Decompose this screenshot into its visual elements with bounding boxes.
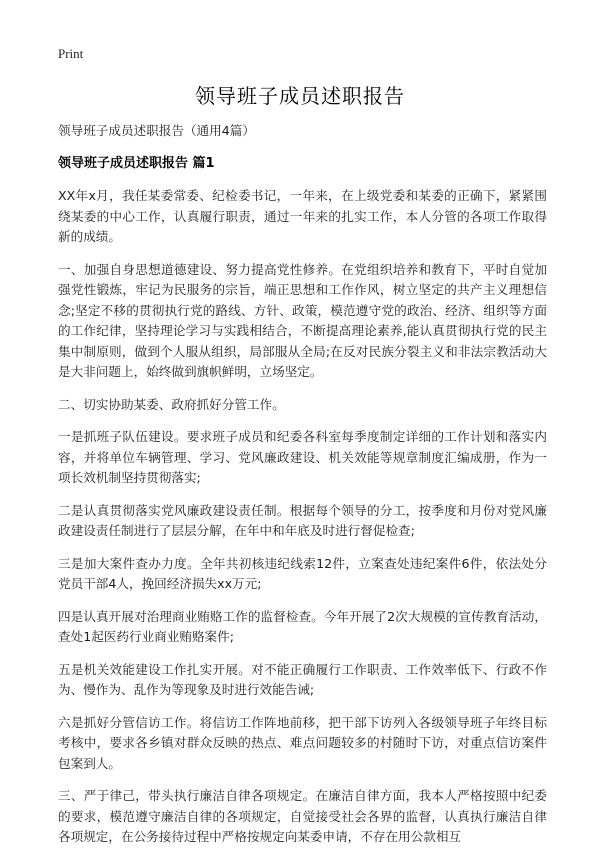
paragraph-intro: XX年x月，我任某委常委、纪检委书记，一年来，在上级党委和某委的正确下，紧紧围绕某委的中心工作，认真履行职责，通过一年来的扎实工作，本人分管的各项工作取得新的成绩。 — [58, 188, 547, 244]
section-heading: 领导班子成员述职报告 篇1 — [58, 155, 215, 171]
document-subtitle: 领导班子成员述职报告（通用4篇） — [58, 123, 255, 138]
page-title: 领导班子成员述职报告 — [195, 84, 405, 108]
paragraph-self-discipline: 三、严于律己，带头执行廉洁自律各项规定。在廉洁自律方面，我本人严格按照中纪委的要求，模范遵守廉洁自律的各项规定，自觉接受社会各界的监督，认真执行廉洁自律各项规定，在公务接待过程中严格按规定向某委申请，不存在用公款相互 — [58, 788, 547, 844]
paragraph-ideology: 一、加强自身思想道德建设、努力提高党性修养。在党组织培养和教育下，平时自觉加强党性锻炼，牢记为民服务的宗旨，端正思想和工作作风，树立坚定的共产主义理想信念;坚定不移的贯彻执行党的路线、方针、政策，模范遵守党的政治、经济、组织等方面的工作纪律，坚持理论学习与实践相结合，不断提高理论素养,能认真贯彻执行党的民主集中制原则，做到个人服从组织，局部服从全局;在反对民族分裂主义和非法宗教活动大是大非问题上，始终做到旗帜鲜明，立场坚定。 — [58, 261, 547, 379]
paragraph-bribery-inspection: 四是认真开展对治理商业贿赂工作的监督检查。今年开展了2次大规模的宣传教育活动，查处1起医药行业商业贿赂案件; — [58, 608, 547, 644]
paragraph-case-handling: 三是加大案件查办力度。全年共初核违纪线索12件，立案查处违纪案件6件，依法处分党员干部4人，挽回经济损失xx万元; — [58, 555, 547, 591]
paragraph-team-building: 一是抓班子队伍建设。要求班子成员和纪委各科室每季度制定详细的工作计划和落实内容，并将单位车辆管理、学习、党风廉政建设、机关效能等规章制度汇编成册，作为一项长效机制坚持贯彻落实; — [58, 429, 547, 485]
document-body — [58, 121, 547, 860]
paragraph-responsibility: 二是认真贯彻落实党风廉政建设责任制。根据每个领导的分工，按季度和月份对党风廉政建设责任制进行了层层分解，在年中和年底及时进行督促检查; — [58, 502, 547, 538]
paragraph-efficiency: 五是机关效能建设工作扎实开展。对不能正确履行工作职责、工作效率低下、行政不作为、慢作为、乱作为等现象及时进行效能告诫; — [58, 661, 547, 697]
paragraph-assist-heading: 二、切实协助某委、政府抓好分管工作。 — [58, 396, 285, 412]
paragraph-petitions: 六是抓好分管信访工作。将信访工作阵地前移，把干部下访列入各级领导班子年终目标考核中，要求各乡镇对群众反映的热点、难点问题较多的村随时下访，对重点信访案件包案到人。 — [58, 714, 547, 771]
print-link[interactable]: Print — [58, 46, 84, 61]
